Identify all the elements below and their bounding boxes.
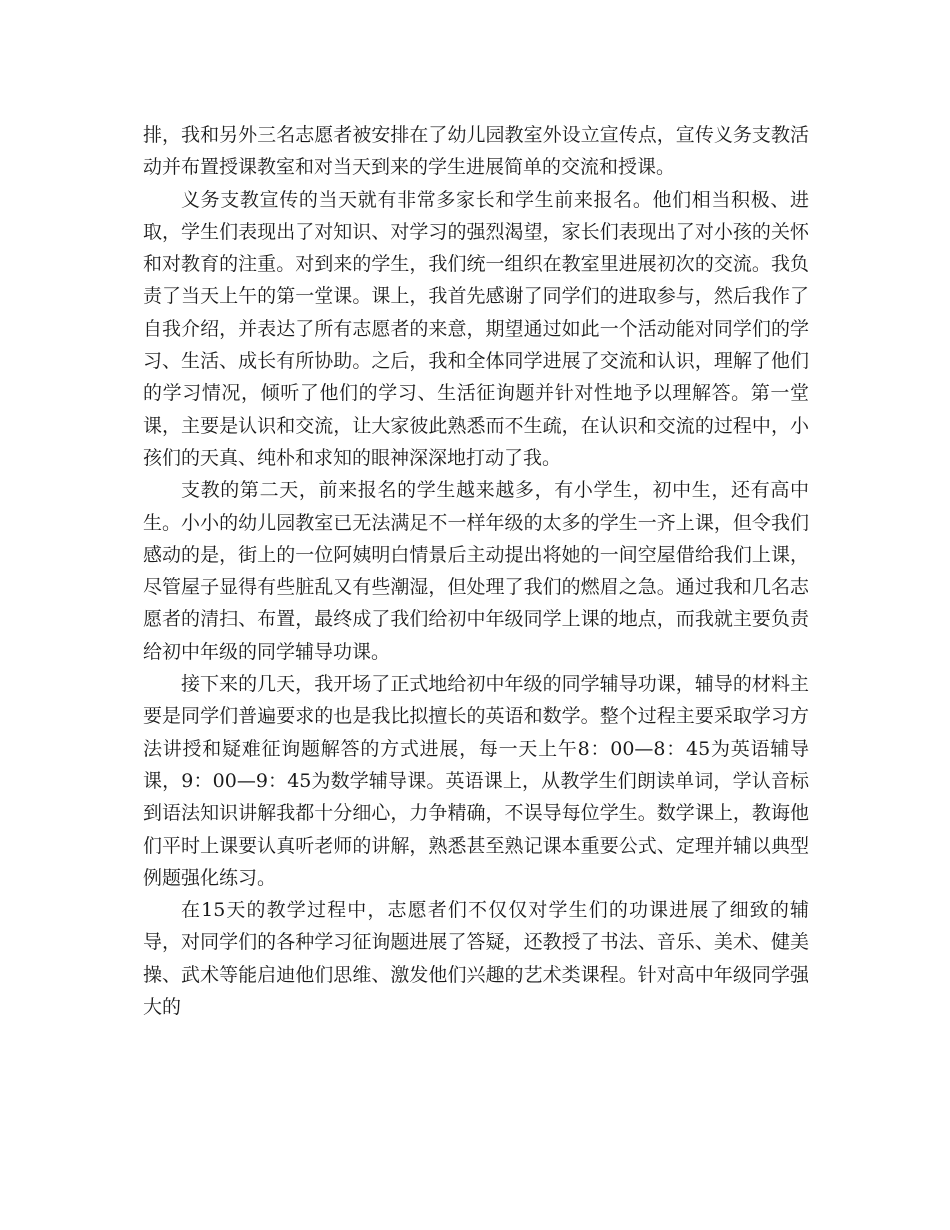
document-body (143, 119, 809, 1023)
paragraph-3: 支教的第二天，前来报名的学生越来越多，有小学生，初中生，还有高中生。小小的幼儿园教室已无法满足不一样年级的太多的学生一齐上课，但令我们感动的是，街上的一位阿姨明白情景后主动提出将她的一间空屋借给我们上课，尽管屋子显得有些脏乱又有些潮湿，但处理了我们的燃眉之急。通过我和几名志愿者的清扫、布置，最终成了我们给初中年级同学上课的地点，而我就主要负责给初中年级的同学辅导功课。 (143, 479, 809, 663)
paragraph-1: 排，我和另外三名志愿者被安排在了幼儿园教室外设立宣传点，宣传义务支教活动并布置授课教室和对当天到来的学生进展简单的交流和授课。 (143, 124, 809, 179)
paragraph-2: 义务支教宣传的当天就有非常多家长和学生前来报名。他们相当积极、进取，学生们表现出了对知识、对学习的强烈渴望，家长们表现出了对小孩的关怀和对教育的注重。对到来的学生，我们统一组织在教室里进展初次的交流。我负责了当天上午的第一堂课。课上，我首先感谢了同学们的进取参与，然后我作了自我介绍，并表达了所有志愿者的来意，期望通过如此一个活动能对同学们的学习、生活、成长有所协助。之后，我和全体同学进展了交流和认识，理解了他们的学习情况，倾听了他们的学习、生活征询题并针对性地予以理解答。第一堂课，主要是认识和交流，让大家彼此熟悉而不生疏，在认识和交流的过程中，小孩们的天真、纯朴和求知的眼神深深地打动了我。 (143, 188, 809, 469)
paragraph-5: 在15天的教学过程中，志愿者们不仅仅对学生们的功课进展了细致的辅导，对同学们的各种学习征询题进展了答疑，还教授了书法、音乐、美术、健美操、武术等能启迪他们思维、激发他们兴趣的艺术类课程。针对高中年级同学强大的 (143, 899, 809, 1019)
paragraph-4: 接下来的几天，我开场了正式地给初中年级的同学辅导功课，辅导的材料主要是同学们普遍要求的也是我比拟擅长的英语和数学。整个过程主要采取学习方法讲授和疑难征询题解答的方式进展，每一天上午8：00—8：45为英语辅导课，9：00—9：45为数学辅导课。英语课上，从教学生们朗读单词，学认音标到语法知识讲解我都十分细心，力争精确，不误导每位学生。数学课上，教诲他们平时上课要认真听老师的讲解，熟悉甚至熟记课本重要公式、定理并辅以典型例题强化练习。 (143, 673, 809, 889)
